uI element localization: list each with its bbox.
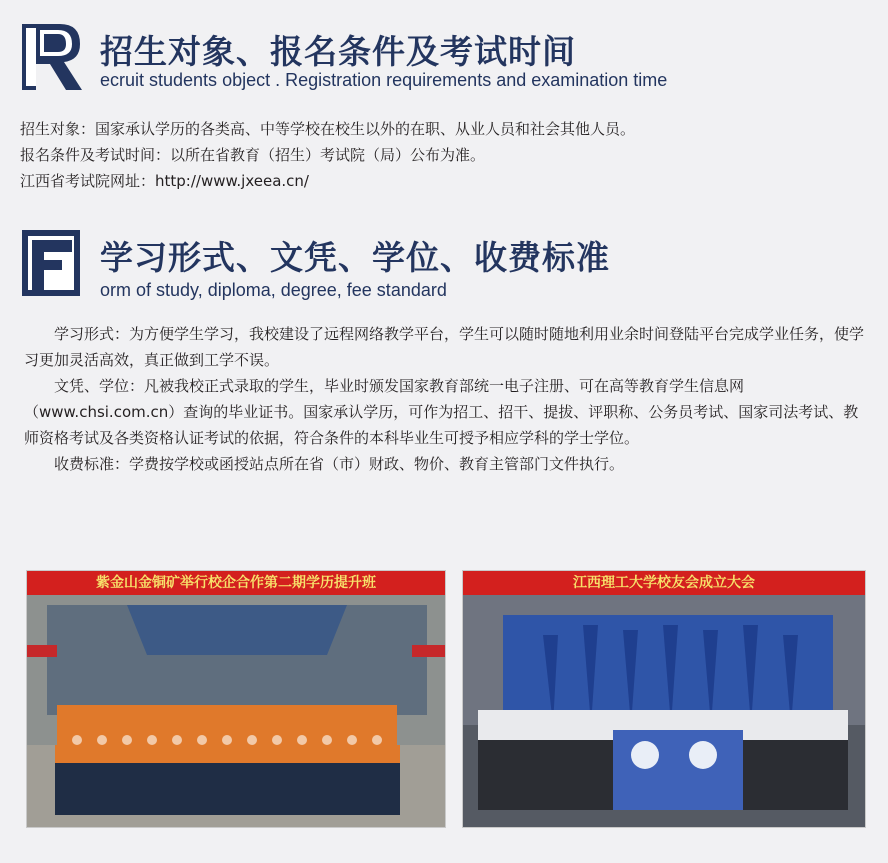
- fee-paragraph: 收费标准：学费按学校或函授站点所在省（市）财政、物价、教育主管部门文件执行。: [54, 455, 625, 473]
- recruit-info: [20, 116, 635, 194]
- recruit-target-line: 招生对象：国家承认学历的各类高、中等学校在校生以外的在职、从业人员和社会其他人员。: [20, 120, 636, 138]
- website-line: 江西省考试院网址：http://www.jxeea.cn/: [20, 172, 309, 190]
- section-header-study: [18, 228, 778, 304]
- group-photo-image: [27, 595, 446, 828]
- section-header-recruit: [18, 22, 778, 98]
- letter-r-logo: [18, 22, 84, 94]
- photo-banner: 紫金山金铜矿举行校企合作第二期学历提升班: [27, 571, 445, 595]
- group-photo-zijin: [26, 570, 446, 828]
- section-title-cn: 学习形式、文凭、学位、收费标准: [100, 238, 610, 277]
- study-form-paragraph: 学习形式：为方便学生学习，我校建设了远程网络教学平台，学生可以随时随地利用业余时间登陆平台完成学业任务，使学习更加灵活高效，真正做到工学不误。: [24, 325, 865, 369]
- section-title-en: orm of study, diploma, degree, fee standard: [100, 280, 447, 300]
- photo-banner: 江西理工大学校友会成立大会: [463, 571, 865, 595]
- section-title-en: ecruit students object . Registration requirements and examination time: [100, 70, 668, 90]
- letter-f-logo: [18, 228, 84, 300]
- group-photo-image: [463, 595, 866, 828]
- diploma-paragraph: 文凭、学位：凡被我校正式录取的学生，毕业时颁发国家教育部统一电子注册、可在高等教育学生信息网（www.chsi.com.cn）查询的毕业证书。国家承认学历，可作为招工、招干、提拔、评职称、公务员考试、国家司法考试、教师资格考试及各类资格认证考试的依据，符合条件的本科毕业生可授予相应学科的学士学位。: [24, 377, 859, 447]
- study-info: [24, 321, 870, 477]
- group-photo-alumni: [462, 570, 866, 828]
- section-title-cn: 招生对象、报名条件及考试时间: [100, 32, 576, 71]
- registration-line: 报名条件及考试时间：以所在省教育（招生）考试院（局）公布为准。: [20, 146, 486, 164]
